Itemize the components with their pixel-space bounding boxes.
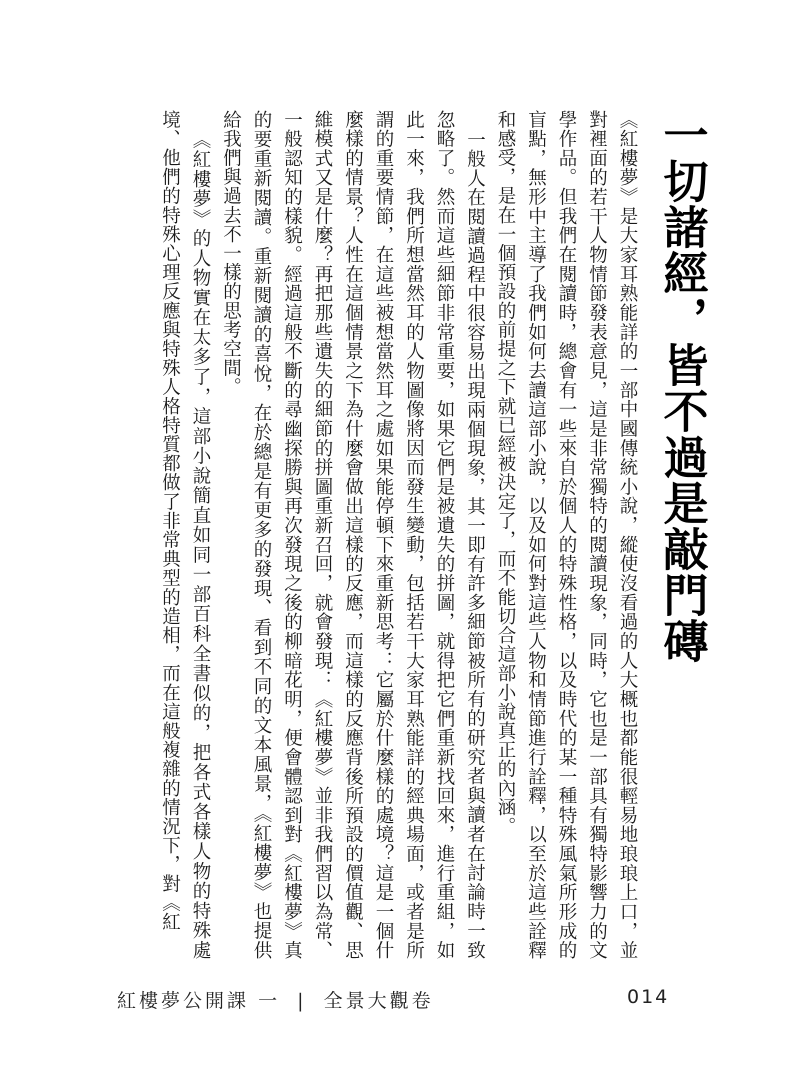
page-number: 014 — [627, 986, 670, 1008]
paragraph-3: 《紅樓夢》的人物實在太多了，這部小說簡直如同一部百科全書似的，把各式各樣人物的特殊處境、他們的特殊心理反應與特殊人格特質都做了非常典型的造相，而在這般複雜的情況下，對《紅 — [159, 110, 211, 960]
paragraph-2: 一般人在閱讀過程中很容易出現兩個現象，其一即有許多細節被所有的研究者與讀者在討論時一致忽略了。然而這些細節非常重要，如果它們是被遺失的拼圖，就得把它們重新找回來，進行重組，如此一來，我們所想當然耳的人物圖像將因而發生變動，包括若干大家耳熟能詳的經典場面，或者是所謂的重要情節，在這些被想當然耳之處如果能停頓下來重新思考：它屬於什麼樣的處境？這是一個什麼樣的情景？人性在這個情景之下為什麼會做出這樣的反應，而這樣的反應背後所預設的價值觀、思維模式又是什麼？再把那些遺失的細節的拼圖重新召回，就會發現：《紅樓夢》並非我們習以為常、一般認知的樣貌。經過這般不斷的尋幽探勝與再次發現之後的柳暗花明，便會體認到對《紅樓夢》真的要重新閱讀。重新閱讀的喜悅，在於總是有更多的發現、看到不同的文本風景，《紅樓夢》也提供給我們與過去不一樣的思考空間。 — [220, 110, 486, 960]
footer-volume: 一 — [258, 990, 281, 1012]
paragraph-1: 《紅樓夢》是大家耳熟能詳的一部中國傳統小說，縱使沒看過的人大概也都能很輕易地琅琅上口，並對裡面的若干人物情節發表意見，這是非常獨特的閱讀現象，同時，它也是一部具有獨特影響力的文學作品。但我們在閱讀時，總會有一些來自於個人的特殊性格，以及時代的某一種特殊風氣所形成的盲點，無形中主導了我們如何去讀這部小說，以及如何對這些人物和情節進行詮釋，以至於這些詮釋和感受，是在一個預設的前提之下就已經被決定了，而不能切合這部小說真正的內涵。 — [495, 110, 638, 960]
running-footer — [117, 986, 434, 1013]
footer-separator: | — [297, 990, 307, 1012]
footer-subtitle: 全景大觀卷 — [323, 990, 434, 1012]
footer-book-title: 紅樓夢公開課 — [117, 990, 250, 1012]
chapter-title: 一切諸經，皆不過是敲門磚 — [655, 112, 709, 664]
body-text — [72, 110, 642, 960]
